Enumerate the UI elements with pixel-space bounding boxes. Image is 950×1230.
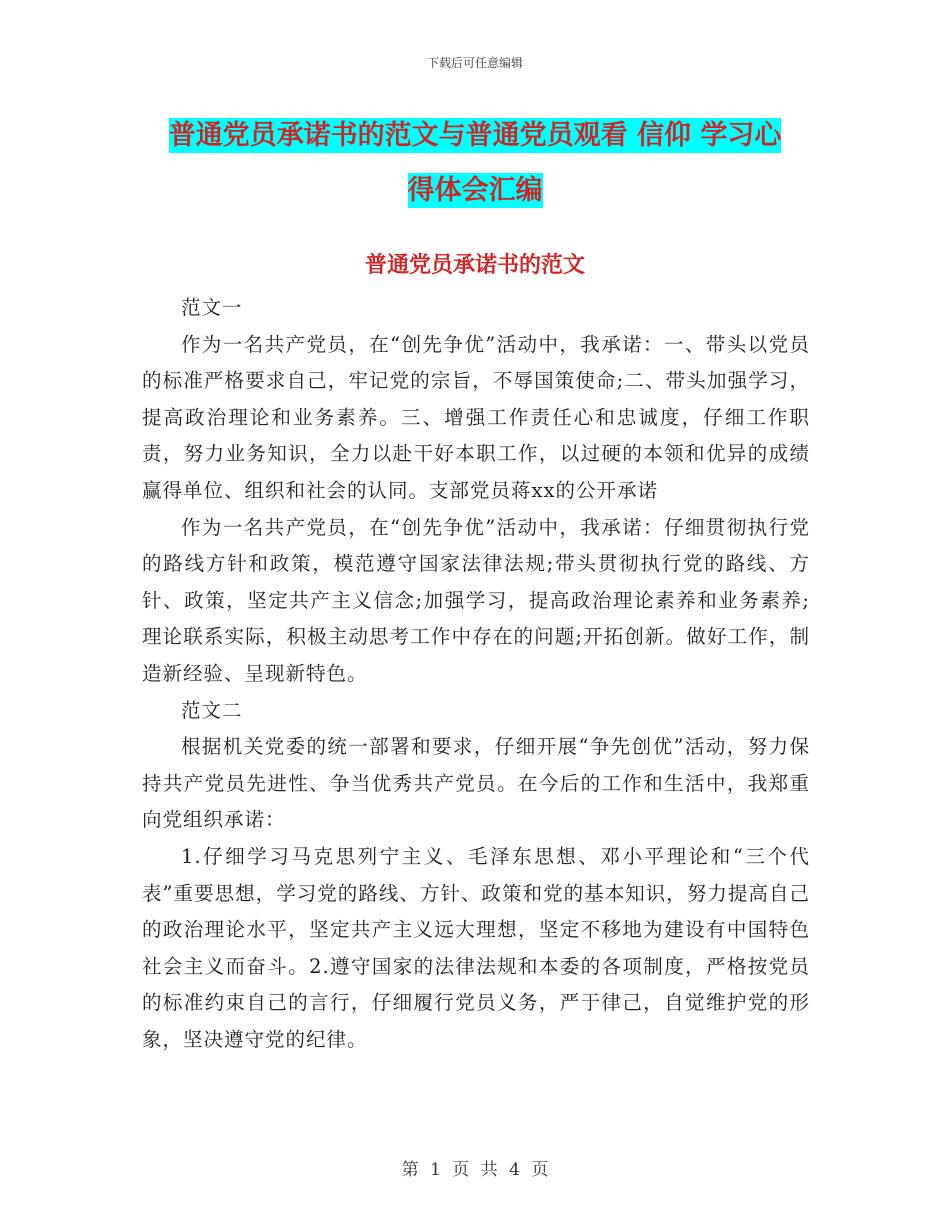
- paragraph: 作为一名共产党员，在“创先争优”活动中，我承诺：一、带头以党员的标准严格要求自己，牢记党的宗旨，不辱国策使命;二、带头加强学习，提高政治理论和业务素养。三、增强工作责任心和忠诚度，仔细工作职责，努力业务知识，全力以赴干好本职工作，以过硬的本领和优异的成绩赢得单位、组织和社会的认同。支部党员蒋xx的公开承诺: [142, 332, 810, 502]
- paragraph-heading-sample-2: 范文二: [181, 698, 243, 722]
- section-title: 普通党员承诺书的范文: [364, 253, 585, 278]
- page-header-note: 下载后可任意编辑: [426, 56, 523, 70]
- paragraph: 作为一名共产党员，在“创先争优”活动中，我承诺：仔细贯彻执行党的路线方针和政策，模范遵守国家法律法规;带头贯彻执行党的路线、方针、政策，坚定共产主义信念;加强学习，提高政治理论素养和业务素养;理论联系实际，积极主动思考工作中存在的问题;开拓创新。做好工作，制造新经验、呈现新特色。: [142, 515, 810, 685]
- page-number-footer: 第 1 页 共 4 页: [401, 1160, 549, 1180]
- paragraph: 1.仔细学习马克思列宁主义、毛泽东思想、邓小平理论和“三个代表”重要思想，学习党的路线、方针、政策和党的基本知识，努力提高自己的政治理论水平，坚定共产主义远大理想，坚定不移地为建设有中国特色社会主义而奋斗。2.遵守国家的法律法规和本委的各项制度，严格按党员的标准约束自己的言行，仔细履行党员义务，严于律己，自觉维护党的形象，坚决遵守党的纪律。: [142, 844, 810, 1051]
- document-body: [142, 290, 810, 1058]
- document-title-line-1: 普通党员承诺书的范文与普通党员观看 信仰 学习心: [168, 120, 782, 151]
- paragraph: 根据机关党委的统一部署和要求，仔细开展“争先创优”活动，努力保持共产党员先进性、争当优秀共产党员。在今后的工作和生活中，我郑重向党组织承诺：: [142, 735, 810, 832]
- paragraph-heading-sample-1: 范文一: [181, 296, 243, 319]
- document-title-line-2: 得体会汇编: [407, 175, 543, 206]
- document-title: [0, 108, 950, 218]
